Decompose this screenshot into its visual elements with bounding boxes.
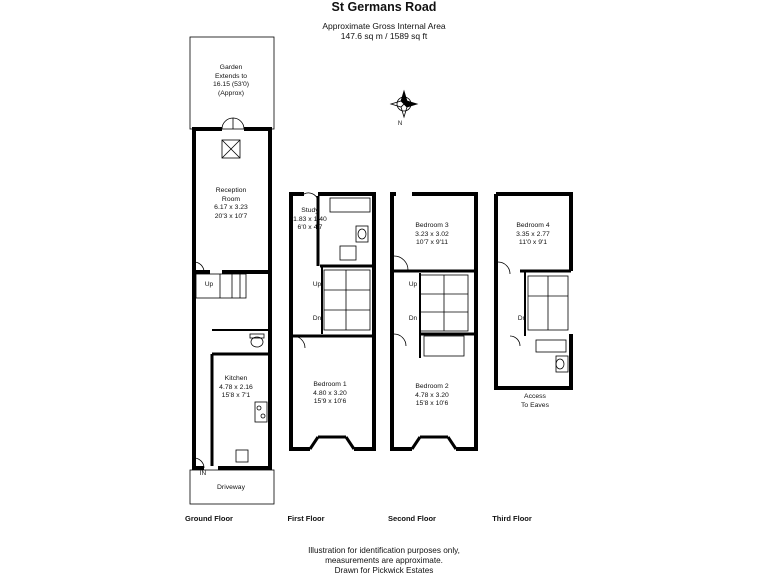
gross-area-label: Approximate Gross Internal Area: [322, 21, 446, 31]
study-label: Study 1.83 x 1.40 6'0 x 4'7: [293, 207, 327, 231]
gross-area-value: 147.6 sq m / 1589 sq ft: [340, 31, 428, 41]
first-stairs-up-label: Up: [312, 281, 322, 288]
third-floor-details: [498, 262, 568, 372]
first-stairs-down-label: Dn: [312, 315, 322, 322]
entrance-label: IN: [199, 470, 207, 477]
compass-north-label: N: [397, 121, 403, 127]
reception-room-label: Reception Room 6.17 x 3.23 20'3 x 10'7: [214, 187, 248, 220]
ground-stairs-up-label: Up: [204, 281, 214, 288]
second-stairs-down-label: Dn: [408, 315, 418, 322]
ground-floor-walls: [194, 129, 270, 468]
driveway-label: Driveway: [217, 484, 245, 491]
footer-disclaimer: Illustration for identification purposes only, measurements are approximate. Drawn for Pickwick Estates: [308, 546, 460, 575]
page-title: St Germans Road: [331, 0, 437, 14]
bedroom-1-label: Bedroom 1 4.80 x 3.20 15'9 x 10'6: [313, 381, 347, 405]
kitchen-label: Kitchen 4.78 x 2.16 15'8 x 7'1: [219, 375, 253, 399]
third-stairs-down-label: Dn: [517, 315, 527, 322]
eaves-access-label: Access To Eaves: [521, 393, 549, 409]
compass-icon: [391, 91, 417, 117]
bedroom-4-label: Bedroom 4 3.35 x 2.77 11'0 x 9'1: [516, 222, 550, 246]
garden-label: Garden Extends to 16.15 (53'0) (Approx): [212, 64, 250, 97]
bedroom-3-label: Bedroom 3 3.23 x 3.02 10'7 x 9'11: [415, 222, 449, 246]
bedroom-2-label: Bedroom 2 4.78 x 3.20 15'8 x 10'6: [415, 383, 449, 407]
first-floor-label: First Floor: [287, 514, 325, 523]
ground-floor-details: [194, 118, 267, 468]
second-stairs-up-label: Up: [408, 281, 418, 288]
second-floor-label: Second Floor: [388, 514, 436, 523]
third-floor-label: Third Floor: [492, 514, 532, 523]
ground-floor-label: Ground Floor: [185, 514, 233, 523]
